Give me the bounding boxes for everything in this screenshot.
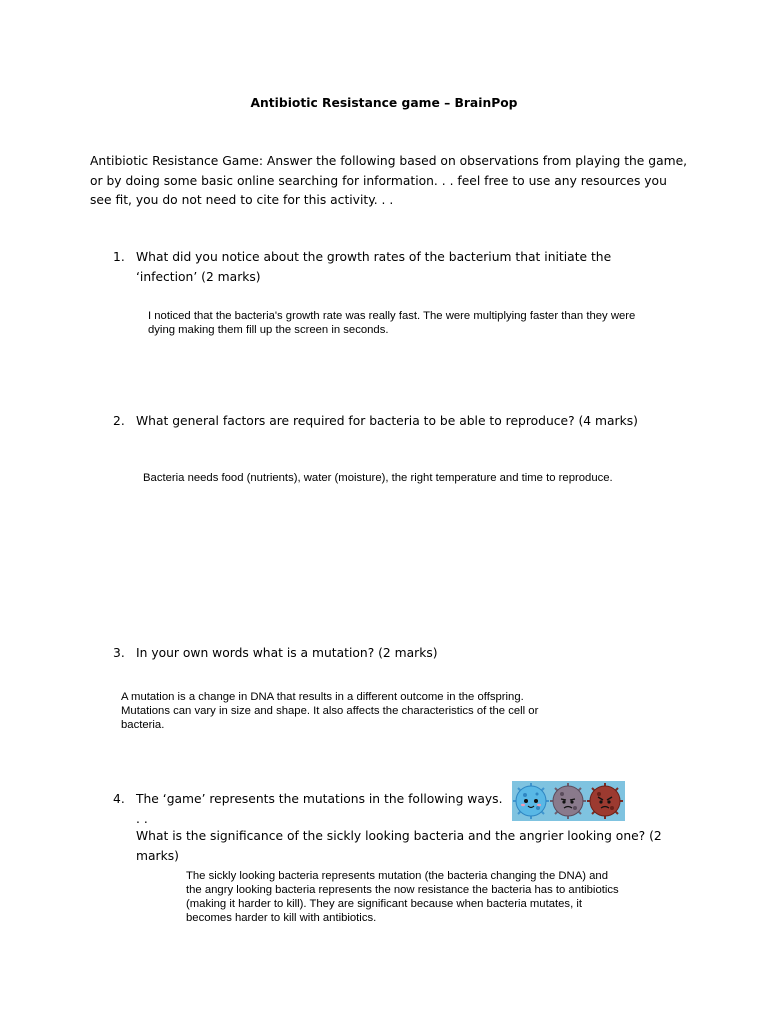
question-number: 4. (113, 792, 125, 806)
answer-text: I noticed that the bacteria's growth rate was really fast. The were multiplying faster than they were dying making them fill up the screen in seconds. (148, 310, 636, 336)
question-text: In your own words what is a mutation? (2 marks) (136, 646, 438, 660)
question-number: 1. (113, 250, 125, 264)
question-text: The ‘game’ represents the mutations in the following ways. . . (136, 792, 503, 826)
answer-text: Bacteria needs food (nutrients), water (moisture), the right temperature and time to reproduce. (143, 472, 613, 484)
sickly-bacterium-icon (550, 783, 586, 819)
healthy-bacterium-icon (513, 783, 549, 819)
intro-paragraph: Antibiotic Resistance Game: Answer the following based on observations from playing the game, or by doing some basic online searching for information. . . feel free to use any resources you see fit, you do not need to cite for this activity. . . (90, 154, 688, 207)
question-text: What did you notice about the growth rates of the bacterium that initiate the ‘infection’ (2 marks) (136, 250, 612, 284)
page-title: Antibiotic Resistance game – BrainPop (250, 96, 518, 110)
bacteria-image (512, 781, 625, 821)
question-number: 3. (113, 646, 125, 660)
question-subtext: What is the significance of the sickly looking bacteria and the angrier looking one? (2 marks) (136, 829, 662, 863)
question-text: What general factors are required for bacteria to be able to reproduce? (4 marks) (136, 414, 638, 428)
answer-text: The sickly looking bacteria represents mutation (the bacteria changing the DNA) and the angry looking bacteria represents the now resistance the bacteria has to antibiotics (making it harder to kill). They are significant because when bacteria mutates, it becomes harder to kill with antibiotics. (186, 870, 619, 924)
answer-text: A mutation is a change in DNA that results in a different outcome in the offspring. Mutations can vary in size and shape. It also affects the characteristics of the cell or bacteria. (121, 691, 539, 731)
angry-bacterium-icon (587, 783, 623, 819)
question-number: 2. (113, 414, 125, 428)
